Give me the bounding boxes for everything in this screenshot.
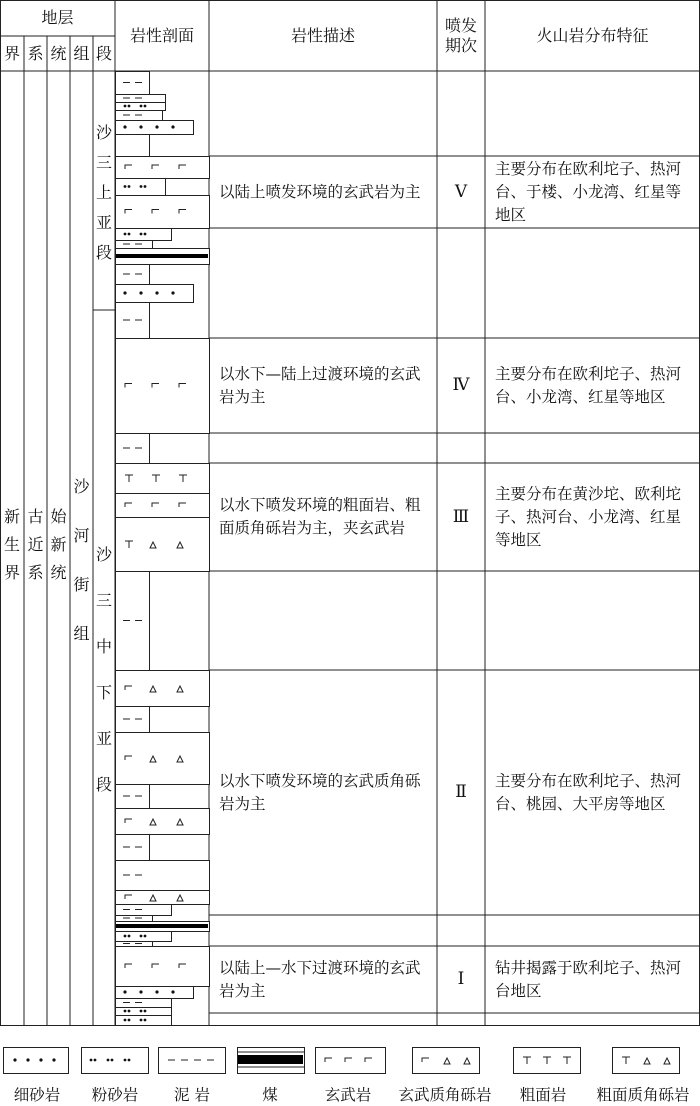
lithology-layer [116,303,150,339]
legend-label-basalt: 玄武岩 [324,1086,372,1104]
vertical-char: 统 [50,563,67,582]
lithology-layer [116,861,210,891]
vertical-char: 段 [95,242,112,262]
lithology-layer [116,72,150,95]
vertical-char: 段 [95,775,112,794]
vertical-char: 新 [3,507,20,526]
vertical-char: 沙 [73,477,90,496]
lithology-layer [116,733,210,785]
legend-label-siltstone: 粉砂岩 [91,1086,139,1104]
phase-III-number: Ⅲ [452,506,470,527]
lithology-layer [116,905,172,916]
lithology-column [116,72,210,1026]
lithology-layer [116,434,150,464]
lower-member-label [93,510,115,830]
lithology-layer [116,942,153,947]
lithology-layer [116,157,210,179]
vertical-char: 近 [27,535,44,554]
lithology-layer [116,249,210,265]
lithology-layer [116,241,153,249]
lithology-layer [116,809,210,835]
lithology-layer [116,265,150,285]
phase-V-number: Ⅴ [454,181,468,202]
header-jie: 界 [3,43,20,63]
vertical-char: 古 [27,507,44,526]
phase-IV-number: Ⅳ [452,375,470,395]
lithology-layer [116,196,210,229]
lithology-layer [116,835,150,861]
phase-II-number: Ⅱ [455,782,467,802]
tong-label [47,445,70,645]
vertical-char: 街 [73,575,90,594]
header-tong: 统 [50,43,67,63]
zu-label [70,420,93,700]
legend-swatch-coal [237,1048,305,1074]
header-zu: 组 [73,43,90,63]
lithology-layer [116,229,172,241]
vertical-char: 组 [73,624,90,643]
lithology-layer [116,999,172,1008]
lithology-layer [116,916,153,922]
lithology-layer [116,494,210,518]
lithology-layer [116,518,210,572]
lithology-layer [116,707,150,733]
vertical-char: 生 [3,535,20,554]
vertical-char: 下 [95,683,112,702]
lithology-layer [116,135,150,157]
lithology-layer [116,1008,172,1016]
phase-V-description: 以陆上喷发环境的玄武岩为主 [219,182,421,201]
lithology-layer [116,179,166,196]
vertical-char: 沙 [95,122,112,142]
lithology-layer [116,95,166,103]
legend-swatch-siltstone [82,1048,149,1074]
header-xi: 系 [27,43,44,63]
vertical-char: 中 [95,637,112,656]
header-eruption-phase: 喷发期次 [444,15,477,55]
lithology-layer [116,1016,172,1026]
legend-label-fine-sandstone: 细砂岩 [13,1086,61,1104]
vertical-char: 亚 [95,729,112,748]
legend-swatch-fine-sandstone [4,1048,69,1074]
header-lithology-section: 岩性剖面 [129,26,194,45]
lithology-layer [116,671,210,707]
vertical-char: 始 [50,507,67,526]
phase-IV-description: 以水下—陆上过渡环境的玄武岩为主 [219,364,421,406]
phase-I-number: Ⅰ [457,969,465,989]
upper-member-label [93,100,115,285]
legend-swatch-basaltic-breccia [413,1048,480,1074]
vertical-char: 三 [95,591,112,610]
legend [4,1048,680,1074]
lithology-layer [116,339,210,434]
vertical-char: 三 [95,152,112,172]
legend-swatch-mudstone [159,1048,226,1074]
vertical-char: 沙 [95,545,112,564]
header-distribution: 火山岩分布特征 [536,26,649,45]
lithology-layer [116,932,172,942]
phase-III-description: 以水下喷发环境的粗面岩、粗面质角砾岩为主，夹玄武岩 [219,496,421,537]
legend-swatch-trachyte [514,1048,581,1074]
lithology-layer [116,987,194,999]
legend-swatch-basalt [316,1048,386,1074]
vertical-char: 河 [73,526,90,545]
vertical-char: 新 [50,535,67,554]
header-lithology-description: 岩性描述 [290,26,355,45]
lithology-layer [116,111,163,121]
phase-III-distribution: 主要分布在黄沙坨、欧利坨子、热河台、小龙湾、红星等地区 [495,484,682,549]
lithology-layer [116,891,210,905]
header-stratum: 地层 [41,8,74,27]
phase-I-distribution: 钻井揭露于欧利坨子、热河台地区 [495,958,682,1000]
lithology-layer [116,785,150,809]
lithology-layer [116,572,150,671]
vertical-char: 界 [3,563,20,582]
lithology-layer [116,103,166,111]
legend-label-mudstone: 泥 岩 [174,1086,210,1104]
legend-swatch-trachytic-breccia [613,1048,680,1074]
legend-label-trachytic-breccia: 粗面质角砾岩 [596,1086,690,1104]
legend-label-basaltic-breccia: 玄武质角砾岩 [398,1086,492,1104]
lithology-layer [116,285,194,303]
phase-I-description: 以陆上—水下过渡环境的玄武岩为主 [219,958,421,1000]
header-duan: 段 [95,43,112,63]
vertical-char: 系 [27,563,44,582]
lithology-layer [116,922,210,932]
xi-label [24,445,47,645]
phase-V-distribution: 主要分布在欧利坨子、热河台、于楼、小龙湾、红星等地区 [495,159,682,224]
lithology-layer [116,121,194,135]
legend-label-coal: 煤 [262,1086,278,1104]
vertical-char: 上 [95,182,112,202]
jie-label [0,445,24,645]
phase-II-distribution: 主要分布在欧利坨子、热河台、桃园、大平房等地区 [495,771,682,813]
phase-II-description: 以水下喷发环境的玄武质角砾岩为主 [219,771,421,813]
lithology-layer [116,464,210,494]
lithology-layer [116,947,210,987]
vertical-char: 亚 [95,212,112,232]
phase-IV-distribution: 主要分布在欧利坨子、热河台、小龙湾、红星等地区 [495,364,682,406]
legend-label-trachyte: 粗面岩 [519,1086,567,1104]
